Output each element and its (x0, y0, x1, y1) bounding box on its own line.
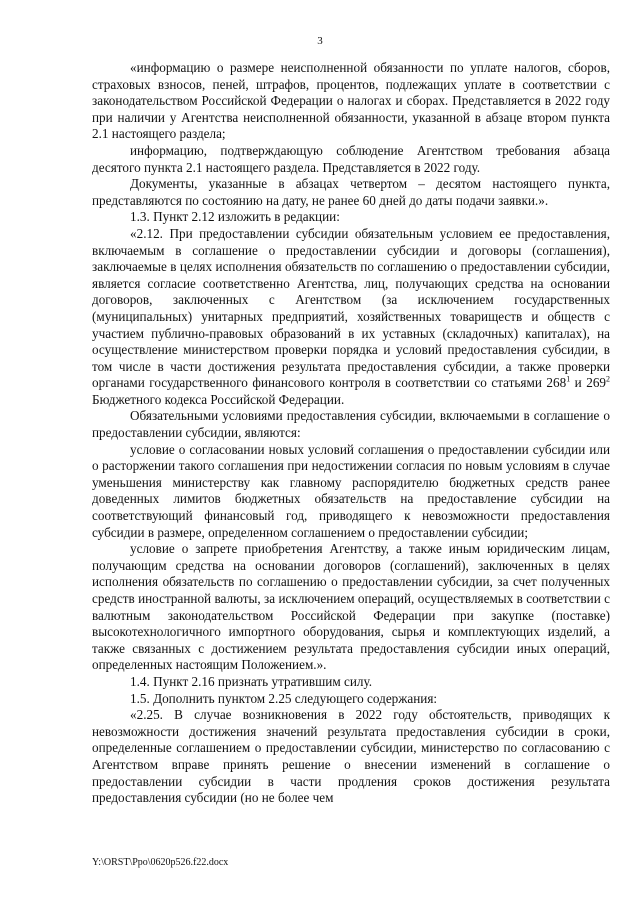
paragraph: 1.5. Дополнить пунктом 2.25 следующего содержания: (130, 690, 438, 706)
paragraph: «2.25. В случае возникновения в 2022 году обстоятельств, приводящих к невозможности достижения значений результата предоставления субсидии в сроки, определенные соглашением о предоставлении субсидии, министерство по согласованию с Агентством вправе принять решение о внесении изменений в соглашение о предоставлении субсидии в части продления сроков достижения результата предоставления субсидии (но не более чем (92, 707, 610, 806)
paragraph: 1.3. Пункт 2.12 изложить в редакции: (130, 209, 340, 225)
paragraph-text: Бюджетного кодекса Российской Федерации. (92, 391, 345, 407)
paragraph: Документы, указанные в абзацах четвертом – десятом настоящего пункта, представляются по состоянию на дату, не ранее 60 дней до даты подачи заявки.». (92, 176, 610, 208)
page-number: 3 (317, 35, 323, 47)
paragraph-2-12 (92, 226, 610, 409)
paragraph: Обязательными условиями предоставления субсидии, включаемыми в соглашение о предоставлении субсидии, являются: (92, 408, 610, 441)
paragraph: 1.4. Пункт 2.16 признать утратившим силу. (130, 673, 373, 689)
paragraph-text: «2.12. При предоставлении субсидии обязательным условием ее предоставления, включаемым в соглашение о предоставлении субсидии и договоры (соглашения), заключаемые в целях исполнения обязательств по соглашению о предоставлении субсидии, является согласие соответственно Агентства, лиц, получающих средства на основании договоров, заключенных с Агентством (за исключением государственных (муниципальных) унитарных предприятий, хозяйственных товариществ и обществ с участием публично-правовых образований в их уставных (складочных) капиталах), на осуществление министерством проверки порядка и условий предоставления субсидии, в том числе в части достижения результата предоставления субсидии, а также проверки органами государственного финансового контроля в соответствии со статьями 268 (92, 225, 610, 391)
paragraph: условие о запрете приобретения Агентству, а также иным юридическим лицам, получающим средства на основании договоров (соглашений), заключенных в целях исполнения обязательств по соглашению о предоставлении субсидии, за счет полученных средств иностранной валюты, за исключением операций, осуществляемых в соответствии с валютным законодательством Российской Федерации при закупке (поставке) высокотехнологичного импортного оборудования, сырья и комплектующих изделий, а также связанных с достижением результата предоставления субсидии иных операций, определенных настоящим Положением.». (92, 541, 610, 673)
paragraph-text: и 269 (570, 375, 607, 391)
document-body (92, 60, 610, 807)
superscript: 2 (606, 374, 611, 384)
file-path-footer: Y:\ORST\Ppo\0620p526.f22.docx (92, 857, 229, 868)
paragraph: «информацию о размере неисполненной обязанности по уплате налогов, сборов, страховых взносов, пеней, штрафов, процентов, подлежащих уплате в соответствии с законодательством Российской Федерации о налогах и сборах. Представляется в 2022 году при наличии у Агентства неисполненной обязанности, указанной в абзаце втором пункта 2.1 настоящего раздела; (92, 60, 610, 142)
paragraph: условие о согласовании новых условий соглашения о предоставлении субсидии или о расторжении такого соглашения при недостижении согласия по новым условиям в случае уменьшения министерству как главному распорядителю бюджетных средств ранее доведенных лимитов бюджетных обязательств на предоставление субсидии на соответствующий финансовый год, приводящего к невозможности предоставления субсидии в размере, определенном соглашением о предоставлении субсидии; (92, 441, 610, 540)
paragraph: информацию, подтверждающую соблюдение Агентством требования абзаца десятого пункта 2.1 настоящего раздела. Представляется в 2022 году. (92, 142, 610, 175)
superscript: 1 (566, 374, 571, 384)
